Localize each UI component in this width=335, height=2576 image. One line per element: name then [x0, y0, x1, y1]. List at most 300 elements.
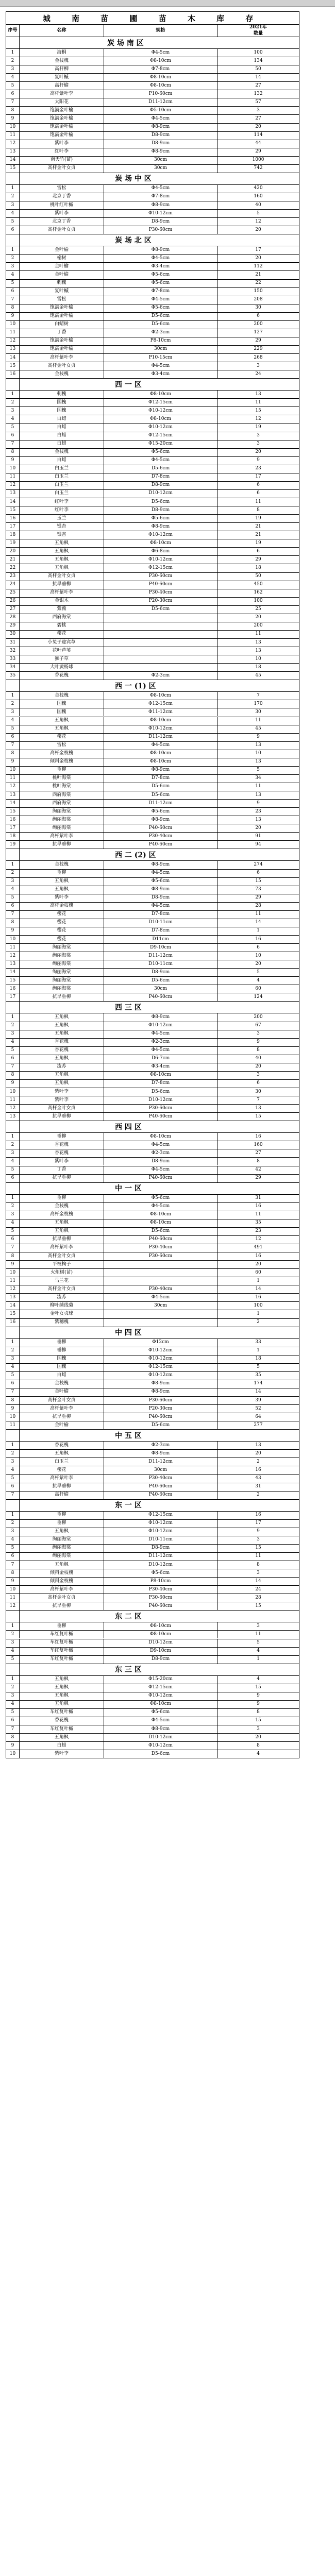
row-quantity: 31 [255, 1484, 261, 1489]
row-plant-name: 绚丽海棠 [20, 985, 104, 993]
row-plant-name: 雪松 [20, 741, 104, 750]
row-plant-name: 五角枫 [20, 1022, 104, 1030]
section-seq-blank [6, 849, 20, 860]
row-seq: 3 [6, 1030, 20, 1038]
row-spec: Φ8-9cm [104, 522, 217, 531]
row-spec [104, 622, 217, 630]
row-plant-name: 饱满金叶榆 [20, 312, 104, 320]
row-quantity: 6 [257, 313, 260, 319]
row-plant-name: 金叶女贞球 [20, 1310, 104, 1318]
row-seq: 2 [6, 1449, 20, 1458]
row-quantity: 40 [255, 1056, 261, 1061]
row-spec: D7-8cm [104, 774, 217, 783]
row-quantity: 3 [257, 1726, 260, 1732]
row-spec: P40-60cm [104, 1112, 217, 1121]
row-plant-name: 五角枫 [20, 1227, 104, 1235]
row-plant-name: 香花槐 [20, 1038, 104, 1046]
row-seq: 34 [6, 663, 20, 671]
row-seq: 24 [6, 581, 20, 589]
row-quantity: 8 [257, 1158, 260, 1164]
row-seq: 2 [6, 1022, 20, 1030]
row-plant-name: 高杆金枝槐 [20, 1211, 104, 1219]
row-spec: P40-60cm [104, 1174, 217, 1182]
row-spec: P30-60cm [104, 226, 217, 234]
row-seq: 15 [6, 164, 20, 173]
row-seq: 3 [6, 1458, 20, 1466]
row-quantity: 9 [257, 1693, 260, 1699]
row-spec: D11-12cm [104, 952, 217, 960]
row-seq: 11 [6, 943, 20, 952]
section-title: 炭 场 北 区 [115, 236, 152, 245]
row-plant-name: 五角枫 [20, 1700, 104, 1708]
row-spec: Φ8-9cm [104, 1449, 217, 1458]
row-spec: Φ8-10cm [104, 73, 217, 81]
row-plant-name: 金叶榆 [20, 262, 104, 270]
row-plant-name: 北京丁香 [20, 217, 104, 226]
row-seq: 8 [6, 1252, 20, 1260]
row-seq: 26 [6, 597, 20, 605]
row-quantity: 12 [255, 416, 261, 421]
row-quantity: 19 [255, 424, 261, 430]
row-spec: D11-12cm [104, 733, 217, 741]
row-seq: 1 [6, 1194, 20, 1202]
row-plant-name: 丁香 [20, 329, 104, 337]
row-quantity: 100 [254, 598, 263, 604]
row-spec: Φ4-5cm [104, 1202, 217, 1211]
row-quantity: 27 [255, 82, 261, 88]
row-quantity: 20 [255, 825, 261, 831]
section-title: 西 一 区 [115, 380, 142, 389]
row-plant-name: 流苏 [20, 1293, 104, 1301]
row-seq: 4 [6, 270, 20, 279]
row-seq: 14 [6, 799, 20, 807]
row-plant-name: 倾斜金枝槐 [20, 1569, 104, 1577]
row-plant-name: 抗旱垂柳 [20, 1483, 104, 1491]
row-quantity: 13 [255, 391, 261, 397]
row-seq: 7 [6, 1561, 20, 1569]
row-seq: 13 [6, 489, 20, 498]
row-plant-name: 紫穗槐 [20, 1318, 104, 1327]
row-spec: D10-12cm [104, 489, 217, 498]
row-quantity: 15 [255, 1113, 261, 1119]
row-spec: D10-12cm [104, 1096, 217, 1104]
row-spec: Φ10-12cm [104, 423, 217, 431]
row-plant-name: 高杆柳 [20, 65, 104, 73]
row-seq: 6 [6, 1717, 20, 1725]
row-seq: 13 [6, 1293, 20, 1301]
row-spec: P40-60cm [104, 840, 217, 849]
row-seq: 15 [6, 506, 20, 514]
row-plant-name: 国槐 [20, 1355, 104, 1363]
row-plant-name: 刺槐 [20, 279, 104, 287]
row-plant-name: 樱花 [20, 630, 104, 638]
row-quantity: 50 [255, 573, 261, 579]
row-plant-name: 樱花 [20, 919, 104, 927]
row-quantity: 4 [257, 977, 260, 983]
row-seq: 7 [6, 1063, 20, 1071]
row-spec: Φ8-10cm [104, 1219, 217, 1227]
header-year: 2021年 [249, 24, 267, 30]
row-seq: 4 [6, 73, 20, 81]
section-seq-blank [6, 1499, 20, 1511]
row-plant-name: 饱满金叶榆 [20, 337, 104, 345]
row-plant-name: 西府海棠 [20, 614, 104, 622]
row-quantity: 5 [257, 767, 260, 773]
row-quantity: 100 [254, 49, 263, 55]
row-quantity: 30 [255, 709, 261, 715]
row-spec: P30-40cm [104, 1244, 217, 1252]
row-quantity: 124 [254, 994, 263, 999]
row-seq: 10 [6, 1268, 20, 1277]
row-plant-name: 高杆紫叶李 [20, 1585, 104, 1594]
row-seq: 10 [6, 1585, 20, 1594]
row-quantity: 13 [255, 742, 261, 748]
row-spec: Φ10-12cm [104, 1741, 217, 1750]
row-spec: Φ7-8cm [104, 287, 217, 296]
row-quantity: 4 [257, 1648, 260, 1654]
row-seq: 5 [6, 217, 20, 226]
row-spec: D11-12cm [104, 1458, 217, 1466]
row-quantity: 10 [255, 953, 261, 958]
row-seq: 11 [6, 774, 20, 783]
row-plant-name: 五角枫 [20, 539, 104, 547]
row-plant-name: 抗旱垂柳 [20, 993, 104, 1001]
row-spec: D8-9cm [104, 140, 217, 148]
row-spec: Φ5-6cm [104, 448, 217, 456]
row-spec: Φ8-10cm [104, 1630, 217, 1638]
row-spec: Φ4-5cm [104, 296, 217, 304]
section-seq-blank [6, 1182, 20, 1194]
row-plant-name: 金叶榆 [20, 1388, 104, 1396]
row-seq: 4 [6, 1536, 20, 1544]
row-quantity: 1 [257, 1348, 260, 1353]
row-seq: 8 [6, 750, 20, 758]
row-spec: Φ4-5cm [104, 741, 217, 750]
row-plant-name: 紫叶李 [20, 1157, 104, 1165]
row-plant-name: 抗旱垂柳 [20, 1413, 104, 1421]
row-plant-name: 五角枫 [20, 1528, 104, 1536]
row-plant-name: 垂柳 [20, 1194, 104, 1202]
row-spec: 30cm [104, 164, 217, 173]
row-spec: Φ10-12cm [104, 1692, 217, 1700]
row-spec [104, 647, 217, 655]
row-spec: Φ8-9cm [104, 1388, 217, 1396]
row-spec: Φ8-10cm [104, 1700, 217, 1708]
row-quantity: 17 [255, 1520, 261, 1526]
row-quantity: 40 [255, 202, 261, 208]
row-plant-name: 绚丽海棠 [20, 1536, 104, 1544]
row-spec: D8-9cm [104, 481, 217, 489]
row-seq: 19 [6, 840, 20, 849]
row-spec: D5-6cm [104, 312, 217, 320]
row-quantity: 12 [255, 218, 261, 224]
row-spec: P40-60cm [104, 993, 217, 1001]
row-plant-name: 五角枫 [20, 886, 104, 894]
row-quantity: 14 [255, 920, 261, 925]
row-quantity: 45 [255, 726, 261, 732]
row-seq: 18 [6, 531, 20, 539]
section-seq-blank [6, 378, 20, 390]
row-quantity: 64 [255, 1414, 261, 1419]
row-plant-name: 火炬树(苗) [20, 1268, 104, 1277]
row-quantity: 3 [257, 1072, 260, 1078]
row-spec: D8-9cm [104, 968, 217, 976]
row-seq: 13 [6, 1112, 20, 1121]
row-quantity: 27 [255, 1150, 261, 1156]
row-seq: 9 [6, 114, 20, 123]
row-plant-name: 白蜡 [20, 456, 104, 465]
row-seq: 20 [6, 547, 20, 555]
header-name: 名称 [20, 24, 104, 37]
row-quantity: 25 [255, 606, 261, 612]
row-quantity: 28 [255, 1595, 261, 1600]
row-seq: 30 [6, 630, 20, 638]
row-seq: 2 [6, 398, 20, 406]
row-plant-name: 饱满金叶榆 [20, 131, 104, 140]
row-seq: 6 [6, 287, 20, 296]
row-seq: 10 [6, 320, 20, 329]
row-plant-name: 倾斜金枝槐 [20, 1577, 104, 1585]
section-title: 炭 场 南 区 [107, 39, 144, 47]
row-spec [104, 655, 217, 663]
row-quantity: 5 [257, 1364, 260, 1370]
row-quantity: 18 [255, 565, 261, 570]
row-plant-name: 紫叶李 [20, 1096, 104, 1104]
row-spec: Φ11-12cm [104, 708, 217, 716]
row-seq: 7 [6, 910, 20, 919]
row-spec: Φ8-9cm [104, 1725, 217, 1733]
row-seq: 35 [6, 671, 20, 680]
row-spec: D10-12cm [104, 1639, 217, 1647]
row-quantity: 174 [254, 1381, 263, 1386]
row-plant-name: 绚丽海棠 [20, 1552, 104, 1561]
row-quantity: 15 [255, 1545, 261, 1551]
row-quantity: 29 [255, 556, 261, 562]
row-spec: Φ10-12cm [104, 209, 217, 217]
row-plant-name: 金枝槐 [20, 691, 104, 700]
row-spec: Φ8-9cm [104, 766, 217, 774]
row-quantity: 18 [255, 1356, 261, 1362]
row-quantity: 20 [255, 449, 261, 455]
row-spec: D7-8cm [104, 927, 217, 935]
row-seq: 5 [6, 1371, 20, 1380]
row-spec [104, 1268, 217, 1277]
row-spec: Φ4-5cm [104, 1717, 217, 1725]
row-seq: 12 [6, 1602, 20, 1610]
row-spec: D10-11cm [104, 919, 217, 927]
row-quantity: 16 [255, 1294, 261, 1300]
row-seq: 4 [6, 1157, 20, 1165]
row-plant-name: 高杆紫叶李 [20, 589, 104, 597]
row-quantity: 17 [255, 247, 261, 252]
row-seq: 3 [6, 877, 20, 886]
row-spec: D9-10cm [104, 943, 217, 952]
row-plant-name: 狮子草 [20, 655, 104, 663]
row-spec [104, 1277, 217, 1285]
row-quantity: 3 [257, 1031, 260, 1037]
row-spec: Φ12-15cm [104, 432, 217, 440]
row-plant-name: 高杆紫叶李 [20, 90, 104, 98]
row-plant-name: 车红复叶槭 [20, 1639, 104, 1647]
row-spec: P10-15cm [104, 353, 217, 362]
row-spec: Φ8-10cm [104, 81, 217, 90]
row-seq: 2 [6, 1519, 20, 1528]
row-spec: Φ12-15cm [104, 1511, 217, 1519]
row-quantity: 24 [255, 371, 261, 377]
row-seq: 7 [6, 1244, 20, 1252]
top-toolbar-strip [0, 0, 335, 7]
row-seq: 6 [6, 1235, 20, 1244]
row-seq: 7 [6, 98, 20, 106]
row-quantity: 200 [254, 1014, 263, 1020]
row-spec: D5-6cm [104, 791, 217, 799]
row-plant-name: 五角枫 [20, 1055, 104, 1063]
row-plant-name: 垂柳 [20, 1519, 104, 1528]
row-seq: 8 [6, 1071, 20, 1079]
row-seq: 2 [6, 700, 20, 708]
row-plant-name: 香花槐 [20, 1717, 104, 1725]
row-spec: D5-6cm [104, 605, 217, 614]
row-quantity: 160 [254, 1142, 263, 1147]
row-plant-name: 饱满金叶榆 [20, 304, 104, 312]
row-spec: P30-40cm [104, 589, 217, 597]
row-quantity: 21 [255, 523, 261, 529]
row-quantity: 14 [255, 74, 261, 80]
row-quantity: 31 [255, 1195, 261, 1201]
row-plant-name: 高杆紫叶李 [20, 1244, 104, 1252]
row-quantity: 30 [255, 1089, 261, 1094]
row-spec: Φ8-9cm [104, 148, 217, 156]
row-seq: 2 [6, 57, 20, 65]
row-spec: Φ4-5cm [104, 184, 217, 193]
row-quantity: 20 [255, 1734, 261, 1740]
row-seq: 5 [6, 725, 20, 733]
row-seq: 4 [6, 209, 20, 217]
row-spec: P40-60cm [104, 1491, 217, 1499]
row-quantity: 29 [255, 338, 261, 344]
row-spec: Φ2-3cm [104, 671, 217, 680]
row-seq: 13 [6, 148, 20, 156]
row-plant-name: 绚丽海棠 [20, 952, 104, 960]
row-seq: 14 [6, 1301, 20, 1310]
row-spec: Φ4-5cm [104, 254, 217, 262]
row-spec: D6-7cm [104, 1055, 217, 1063]
row-spec: D9-10cm [104, 1647, 217, 1655]
row-spec: Φ8-10cm [104, 57, 217, 65]
row-spec: P10-60cm [104, 90, 217, 98]
row-quantity: 19 [255, 540, 261, 546]
row-quantity: 1 [257, 928, 260, 934]
row-plant-name: 高杆金叶女贞 [20, 572, 104, 581]
row-seq: 1 [6, 1132, 20, 1141]
row-seq: 1 [6, 1622, 20, 1630]
row-seq: 4 [6, 1038, 20, 1046]
row-plant-name: 桃叶红叶槭 [20, 201, 104, 209]
section-title: 西 一 (1) 区 [115, 682, 156, 690]
row-seq: 10 [6, 1413, 20, 1421]
row-plant-name: 香花槐 [20, 1441, 104, 1449]
header-quantity [217, 24, 299, 37]
row-spec [104, 1318, 217, 1327]
row-seq: 16 [6, 816, 20, 824]
section-title: 中 一 区 [115, 1184, 142, 1193]
row-plant-name: 香花槐 [20, 1149, 104, 1157]
row-plant-name: 紫薇 [20, 605, 104, 614]
row-quantity: 9 [257, 1039, 260, 1045]
row-quantity: 208 [254, 297, 263, 302]
row-seq: 2 [6, 1202, 20, 1211]
row-plant-name: 车红复叶槭 [20, 1647, 104, 1655]
row-spec: D10-12cm [104, 1561, 217, 1569]
row-seq: 6 [6, 432, 20, 440]
row-seq: 5 [6, 1655, 20, 1664]
row-quantity: 3 [257, 1570, 260, 1575]
row-plant-name: 紫叶李 [20, 894, 104, 902]
row-plant-name: 垂柳 [20, 869, 104, 877]
row-seq: 7 [6, 440, 20, 448]
row-spec: Φ8-10cm [104, 1132, 217, 1141]
row-plant-name: 大叶黄杨球 [20, 663, 104, 671]
row-spec: D8-9cm [104, 1157, 217, 1165]
row-seq: 5 [6, 81, 20, 90]
row-quantity: 42 [255, 1167, 261, 1173]
row-quantity: 13 [255, 639, 261, 645]
row-spec: D10-12cm [104, 1733, 217, 1741]
row-spec: Φ10-12cm [104, 1355, 217, 1363]
row-quantity: 11 [255, 784, 261, 789]
row-spec: Φ4-5cm [104, 48, 217, 57]
row-spec: Φ6-8cm [104, 547, 217, 555]
row-plant-name: 金叶榆 [20, 246, 104, 254]
row-spec: Φ5-6cm [104, 304, 217, 312]
row-quantity: 5 [257, 1640, 260, 1646]
row-spec: Φ5-6cm [104, 279, 217, 287]
row-seq: 10 [6, 1088, 20, 1096]
row-seq: 8 [6, 1569, 20, 1577]
row-plant-name: 香花槐 [20, 1046, 104, 1055]
row-spec: D5-6cm [104, 1750, 217, 1758]
row-seq: 13 [6, 345, 20, 353]
row-plant-name: 白蜡 [20, 415, 104, 423]
row-plant-name: 垂柳 [20, 1511, 104, 1519]
section-seq-blank [6, 234, 20, 246]
row-quantity: 268 [254, 354, 263, 360]
row-spec: D8-9cm [104, 217, 217, 226]
row-plant-name: 车红复叶槭 [20, 1630, 104, 1638]
row-spec [104, 663, 217, 671]
row-spec: P8-10cm [104, 337, 217, 345]
row-spec: D11-12cm [104, 98, 217, 106]
row-plant-name: 太阳花 [20, 98, 104, 106]
row-plant-name: 复叶槭 [20, 73, 104, 81]
row-seq: 6 [6, 902, 20, 910]
row-quantity: 28 [255, 903, 261, 909]
row-plant-name: 雪松 [20, 184, 104, 193]
row-seq: 10 [6, 935, 20, 943]
row-spec: D11-12cm [104, 1552, 217, 1561]
row-seq: 2 [6, 1347, 20, 1355]
row-spec: Φ2-3cm [104, 1149, 217, 1157]
row-quantity: 23 [255, 808, 261, 814]
row-seq: 13 [6, 791, 20, 799]
row-plant-name: 国槐 [20, 708, 104, 716]
row-spec: 30cm [104, 1466, 217, 1474]
row-seq: 16 [6, 370, 20, 378]
row-spec: Φ4-5cm [104, 456, 217, 465]
row-quantity: 20 [255, 961, 261, 967]
row-plant-name: 平枝栒子 [20, 1260, 104, 1268]
row-spec: Φ12cm [104, 1338, 217, 1347]
